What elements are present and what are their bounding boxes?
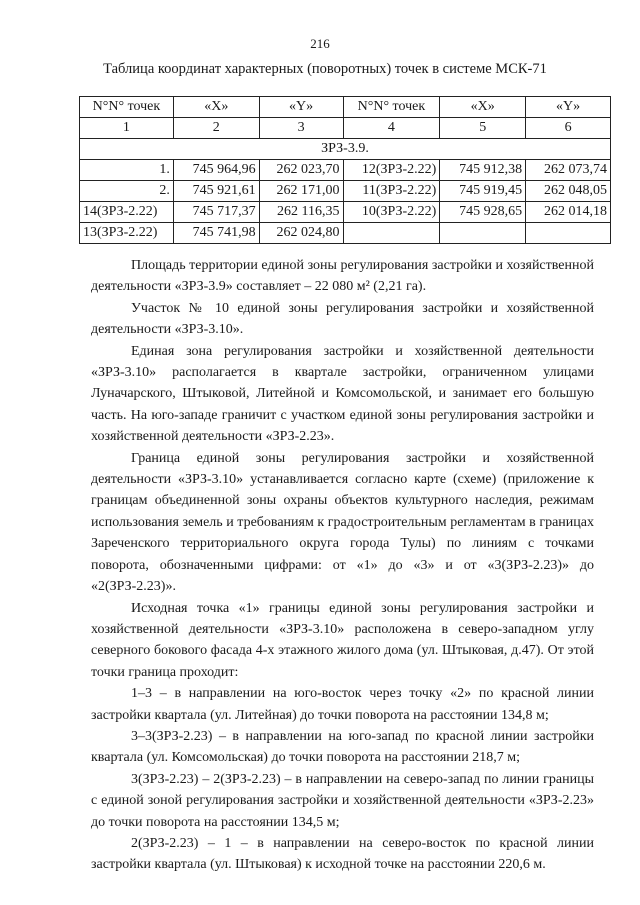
table-title: Таблица координат характерных (поворотных) точек в системе МСК-71 — [103, 61, 547, 77]
x-coordinate: 745 964,96 — [173, 160, 259, 181]
column-number: 6 — [526, 118, 611, 139]
y-coordinate: 262 171,00 — [259, 181, 343, 202]
point-id: 12(ЗРЗ-2.22) — [343, 160, 440, 181]
section-row — [80, 139, 611, 160]
paragraph-site-heading: Участок № 10 единой зоны регулирования застройки и хозяйственной деятельности «ЗРЗ-3.10». — [91, 300, 594, 338]
column-number: 4 — [343, 118, 440, 139]
header-cell: «Y» — [526, 97, 611, 118]
y-coordinate: 262 073,74 — [526, 160, 611, 181]
header-cell: N°N° точек — [343, 97, 440, 118]
x-coordinate: 745 928,65 — [440, 202, 526, 223]
y-coordinate: 262 023,70 — [259, 160, 343, 181]
point-id: 1. — [80, 160, 174, 181]
y-coordinate: 262 116,35 — [259, 202, 343, 223]
column-number: 2 — [173, 118, 259, 139]
column-number: 3 — [259, 118, 343, 139]
paragraph-start-point: Исходная точка «1» границы единой зоны регулирования застройки и хозяйственной деятельности «ЗРЗ-3.10» расположена в северо-западном углу северного бокового фасада 4-х этажного жилого дома (ул. Штыковая, д.47). От этой точки граница проходит: — [91, 600, 594, 680]
document-body — [91, 255, 594, 876]
paragraph-segment: 1–3 – в направлении на юго-восток через точку «2» по красной линии застройки квартала (ул. Литейная) до точки поворота на расстоянии 134,8 м; — [91, 686, 594, 723]
paragraph-zone-location: Единая зона регулирования застройки и хозяйственной деятельности «ЗРЗ-3.10» располагается в квартале застройки, ограниченном улицами Луначарского, Штыковой, Литейной и Комсомольской, и занимает его большую часть. На юго-западе граничит с участком единой зоны регулирования застройки и хозяйственной деятельности «ЗРЗ-2.23». — [91, 343, 594, 445]
paragraph-segment: 3(ЗРЗ-2.23) – 2(ЗРЗ-2.23) – в направлении на северо-запад по линии границы с единой зоной регулирования застройки и хозяйственной деятельности «ЗРЗ-2.23» до точки поворота на расстоянии 134,5 м; — [91, 771, 594, 830]
x-coordinate: 745 921,61 — [173, 181, 259, 202]
y-coordinate: 262 048,05 — [526, 181, 611, 202]
paragraph-segment: 2(ЗРЗ-2.23) – 1 – в направлении на северо-восток по красной линии застройки квартала (ул. Штыковая) к исходной точке на расстоянии 220,6 м. — [91, 835, 594, 873]
x-coordinate — [440, 223, 526, 244]
paragraph-zone-area: Площадь территории единой зоны регулирования застройки и хозяйственной деятельности «ЗРЗ-3.9» составляет – 22 080 м² (2,21 га). — [91, 258, 594, 295]
table-row — [80, 181, 611, 202]
y-coordinate: 262 014,18 — [526, 202, 611, 223]
column-number: 1 — [80, 118, 174, 139]
paragraph-boundary-definition: Граница единой зоны регулирования застройки и хозяйственной деятельности «ЗРЗ-3.10» устанавливается согласно карте (схеме) (приложение к границам объединенной зоны охраны объектов культурного наследия, режимам использования земель и требованиям к градостроительным регламентам в границах Зареченского территориального округа города Тулы) по линиям с точками поворота, обозначенными цифрами: от «1» до «3» и от «3(ЗРЗ-2.23)» до «2(ЗРЗ-2.23)». — [91, 450, 594, 595]
coordinates-table — [79, 96, 611, 244]
y-coordinate: 262 024,80 — [259, 223, 343, 244]
point-id: 13(ЗРЗ-2.22) — [80, 223, 174, 244]
x-coordinate: 745 717,37 — [173, 202, 259, 223]
paragraph-segment: 3–3(ЗРЗ-2.23) – в направлении на юго-запад по красной линии застройки квартала (ул. Комсомольская) до точки поворота на расстоянии 218,7 м; — [91, 728, 594, 766]
column-number-row — [80, 118, 611, 139]
x-coordinate: 745 741,98 — [173, 223, 259, 244]
table-row — [80, 223, 611, 244]
header-cell: «X» — [440, 97, 526, 118]
point-id: 11(ЗРЗ-2.22) — [343, 181, 440, 202]
point-id: 14(ЗРЗ-2.22) — [80, 202, 174, 223]
point-id: 10(ЗРЗ-2.22) — [343, 202, 440, 223]
column-number: 5 — [440, 118, 526, 139]
header-cell: «X» — [173, 97, 259, 118]
table-header-row — [80, 97, 611, 118]
point-id: 2. — [80, 181, 174, 202]
x-coordinate: 745 919,45 — [440, 181, 526, 202]
table-row — [80, 202, 611, 223]
section-label: ЗРЗ-3.9. — [80, 139, 611, 160]
page-number: 216 — [310, 36, 330, 51]
y-coordinate — [526, 223, 611, 244]
header-cell: «Y» — [259, 97, 343, 118]
x-coordinate: 745 912,38 — [440, 160, 526, 181]
table-row — [80, 160, 611, 181]
point-id — [343, 223, 440, 244]
header-cell: N°N° точек — [80, 97, 174, 118]
